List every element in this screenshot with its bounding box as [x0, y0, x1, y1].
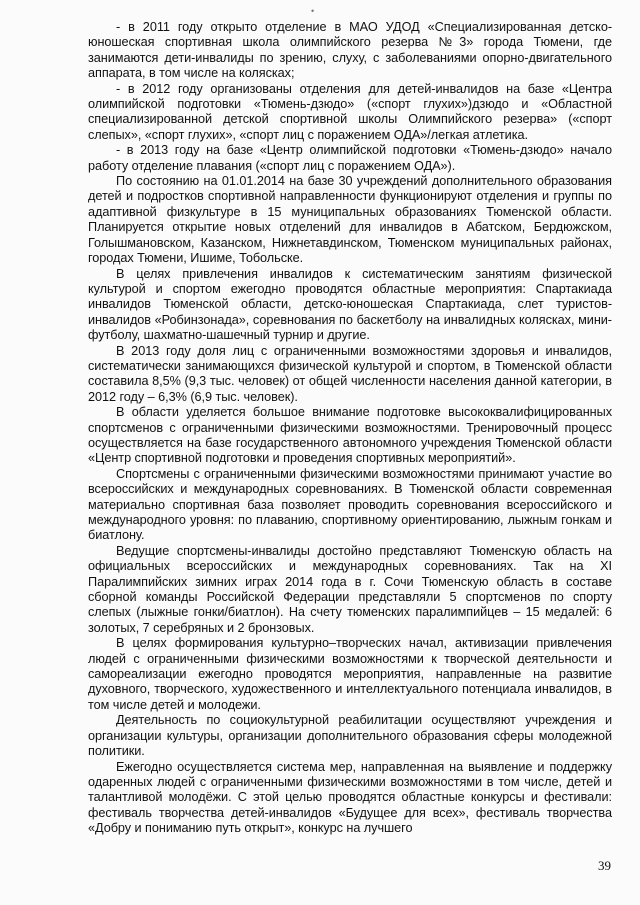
paragraph-paralympics: Ведущие спортсмены-инвалиды достойно представляют Тюменскую область на официальных всероссийских и международных соревнованиях. Так на XI Паралимпийских зимних играх 2014 года в г. Сочи Тюменскую область в составе сборной команды Российской Федерации представляли 5 спортсменов по спорту слепых (лыжные гонки/биатлон). На счету тюменских паралимпийцев – 15 медалей: 6 золотых, 7 серебряных и 2 бронзовых. — [88, 543, 612, 635]
paragraph-rehabilitation: Деятельность по социокультурной реабилитации осуществляют учреждения и организации культуры, организации дополнительного образования сферы молодежной политики. — [88, 713, 612, 759]
paragraph-competitions: Спортсмены с ограниченными физическими возможностями принимают участие во всероссийских и международных соревнованиях. В Тюменской области современная материально спортивная база позволяет проводить соревнования всероссийского и международного уровня: по плаванию, спортивному ориентированию, лыжным гонкам и биатлону. — [88, 466, 612, 543]
paragraph-culture: В целях формирования культурно–творческих начал, активизации привлечения людей с ограниченными физическими возможностями к творческой деятельности и самореализации ежегодно проводятся мероприятия, направленные на развитие духовного, творческого, художественного и интеллектуального потенциала инвалидов, в том числе детей и молодежи. — [88, 636, 612, 712]
paragraph-2013: - в 2013 году на базе «Центр олимпийской подготовки «Тюмень-дзюдо» начало работу отделение плавания («спорт лиц с поражением ОДА»). — [88, 143, 612, 173]
paragraph-2012: - в 2012 году организованы отделения для детей-инвалидов на базе «Центра олимпийской подготовки «Тюмень-дзюдо» («спорт глухих»)дзюдо и «Областной специализированной детской спортивной школы Олимпийского резерва» («спорт слепых», «спорт глухих», «спорт лиц с поражением ОДА»/легкая атлетика. — [88, 81, 612, 142]
paragraph-share: В 2013 году доля лиц с ограниченными возможностями здоровья и инвалидов, систематически занимающихся физической культурой и спортом, в Тюменской области составила 8,5% (9,3 тыс. человек) от общей численности населения данной категории, в 2012 году – 6,3% (6,9 тыс. человек). — [88, 343, 612, 404]
paragraph-2011: - в 2011 году открыто отделение в МАО УДОД «Специализированная детско-юношеская спортивная школа олимпийского резерва №3» города Тюмени, где занимаются дети-инвалиды по зрению, слуху, с заболеваниями опорно-двигательного аппарата, в том числе на колясках; — [88, 20, 612, 81]
paragraph-institutions: По состоянию на 01.01.2014 на базе 30 учреждений дополнительного образования детей и подростков спортивной направленности функционируют отделения и группы по адаптивной физкультуре в 15 муниципальных образованиях Тюменской области. Планируется открытие новых отделений для инвалидов в Абатском, Бердюжском, Голышмановском, Казанском, Нижнетавдинском, Тюменском муниципальных районах, городах Тюмени, Ишиме, Тобольске. — [88, 174, 612, 266]
paragraph-events: В целях привлечения инвалидов к систематическим занятиям физической культурой и спортом ежегодно проводятся областные мероприятия: Спартакиада инвалидов Тюменской области, детско-юношеская Спартакиада, слет туристов-инвалидов «Робинзонада», соревнования по баскетболу на инвалидных колясках, мини-футболу, шахматно-шашечный турнир и другие. — [88, 266, 612, 343]
scan-mark: • — [311, 6, 315, 16]
page-number: 39 — [598, 858, 611, 873]
paragraph-talent: Ежегодно осуществляется система мер, направленная на выявление и поддержку одаренных людей с ограниченными физическими возможностями в том числе, детей и талантливой молодёжи. С этой целью проводятся областные конкурсы и фестивали: фестиваль творчества детей-инвалидов «Будущее для всех», фестиваль творчества «Добру и пониманию путь открыт», конкурс на лучшего — [88, 759, 612, 836]
document-body — [88, 20, 612, 837]
paragraph-training: В области уделяется большое внимание подготовке высококвалифицированных спортсменов с ограниченными физическими возможностями. Тренировочный процесс осуществляется на базе государственного автономного учреждения Тюменской области «Центр спортивной подготовки и проведения спортивных мероприятий». — [88, 405, 612, 466]
